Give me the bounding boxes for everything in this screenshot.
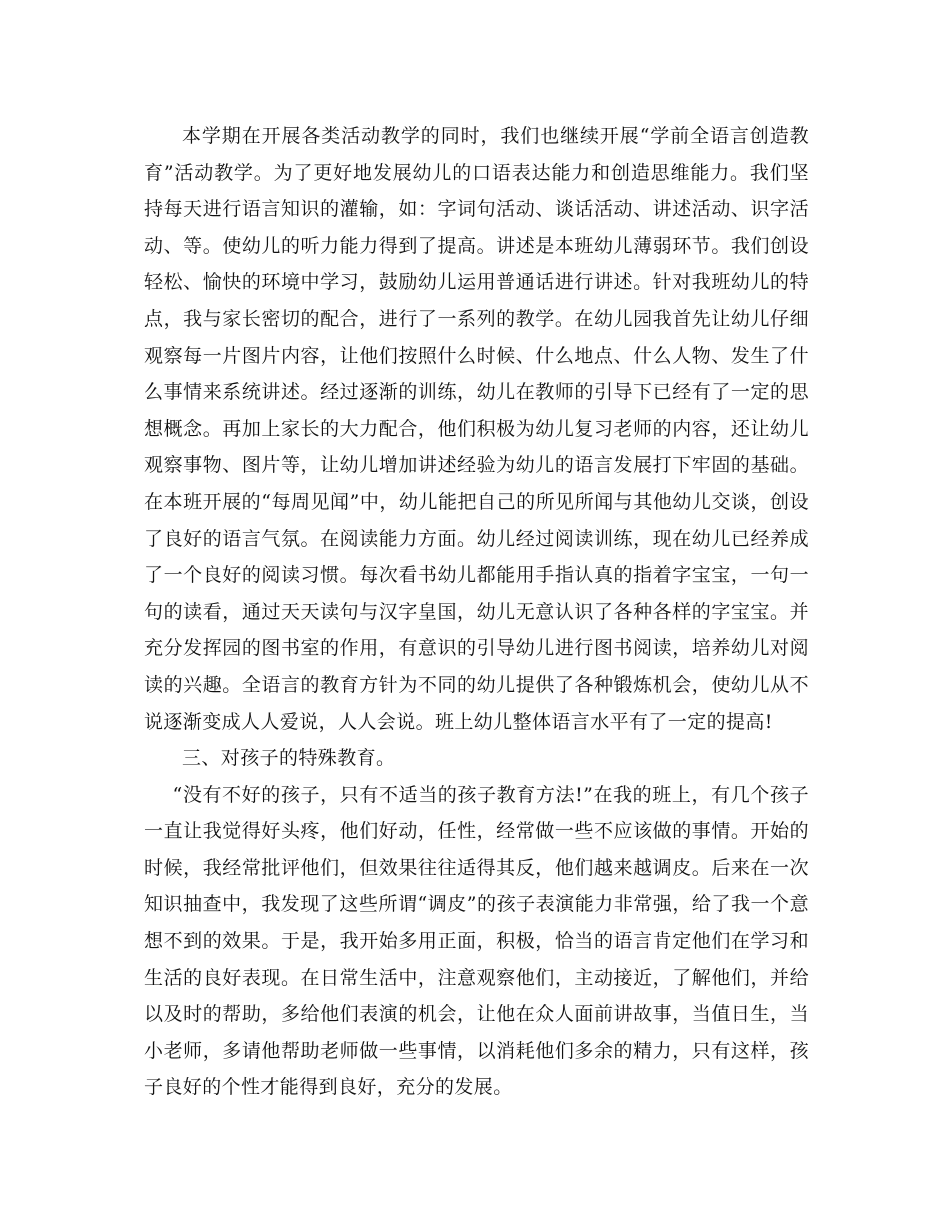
document-body [144,118,809,1106]
section-heading-special-education: 三、对孩子的特殊教育。 [182,747,396,770]
paragraph-special-education: “没有不好的孩子，只有不适当的孩子教育方法!”在我的班上，有几个孩子一直让我觉得好头疼，他们好动，任性，经常做一些不应该做的事情。开始的时候，我经常批评他们，但效果往往适得其反，他们越来越调皮。后来在一次知识抽查中，我发现了这些所谓“调皮”的孩子表演能力非常强，给了我一个意想不到的效果。于是，我开始多用正面，积极，恰当的语言肯定他们在学习和生活的良好表现。在日常生活中，注意观察他们，主动接近，了解他们，并给以及时的帮助，多给他们表演的机会，让他在众人面前讲故事，当值日生，当小老师，多请他帮助老师做一些事情，以消耗他们多余的精力，只有这样，孩子良好的个性才能得到良好，充分的发展。 [144,783,809,1099]
paragraph-language-education: 本学期在开展各类活动教学的同时，我们也继续开展“学前全语言创造教育”活动教学。为了更好地发展幼儿的口语表达能力和创造思维能力。我们坚持每天进行语言知识的灌输，如：字词句活动、谈话活动、讲述活动、识字活动、等。使幼儿的听力能力得到了提高。讲述是本班幼儿薄弱环节。我们创设轻松、愉快的环境中学习，鼓励幼儿运用普通话进行讲述。针对我班幼儿的特点，我与家长密切的配合，进行了一系列的教学。在幼儿园我首先让幼儿仔细观察每一片图片内容，让他们按照什么时候、什么地点、什么人物、发生了什么事情来系统讲述。经过逐渐的训练，幼儿在教师的引导下已经有了一定的思想概念。再加上家长的大力配合，他们积极为幼儿复习老师的内容，还让幼儿观察事物、图片等，让幼儿增加讲述经验为幼儿的语言发展打下牢固的基础。在本班开展的“每周见闻”中，幼儿能把自己的所见所闻与其他幼儿交谈，创设了良好的语言气氛。在阅读能力方面。幼儿经过阅读训练，现在幼儿已经养成了一个良好的阅读习惯。每次看书幼儿都能用手指认真的指着字宝宝，一句一句的读看，通过天天读句与汉字皇国，幼儿无意认识了各种各样的字宝宝。并充分发挥园的图书室的作用，有意识的引导幼儿进行图书阅读，培养幼儿对阅读的兴趣。全语言的教育方针为不同的幼儿提供了各种锻炼机会，使幼儿从不说逐渐变成人人爱说，人人会说。班上幼儿整体语言水平有了一定的提高! [144,125,809,733]
